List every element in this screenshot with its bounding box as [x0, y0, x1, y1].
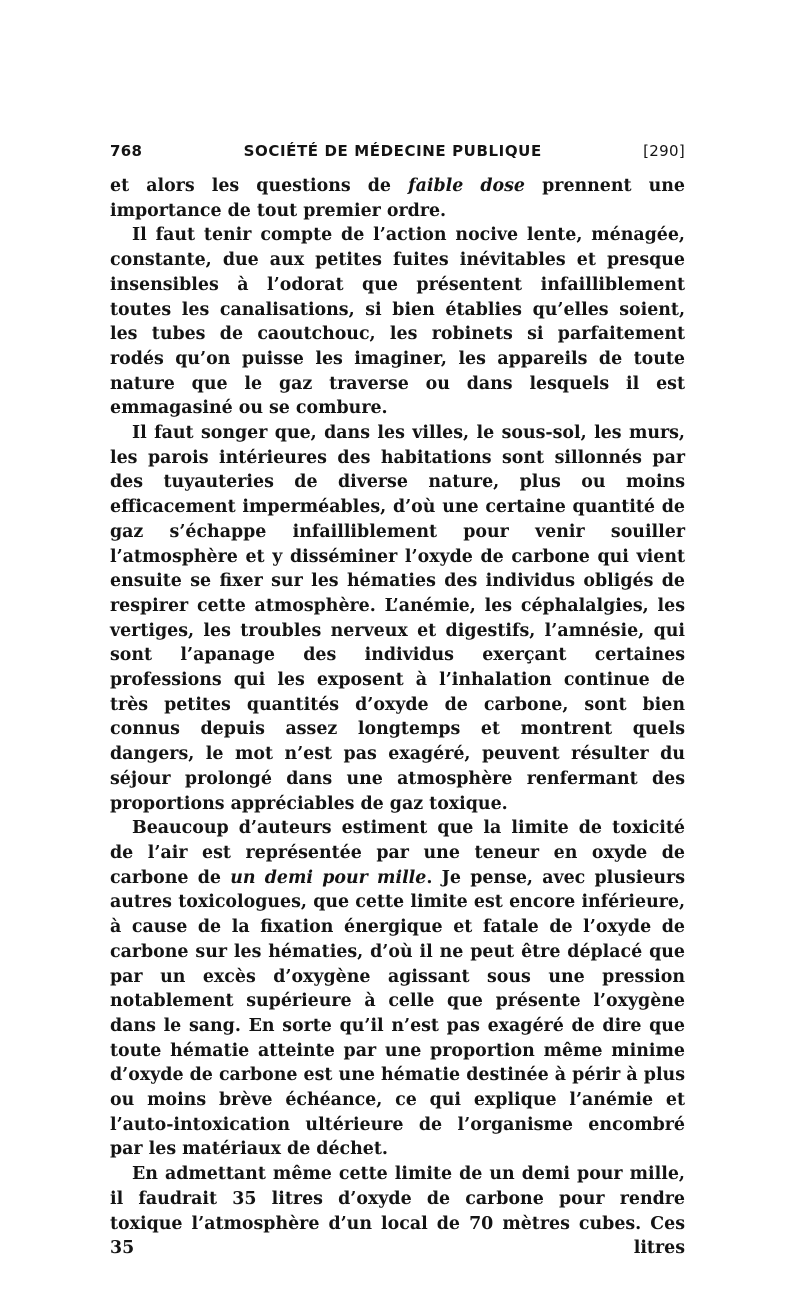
running-header: [110, 142, 685, 160]
paragraph: En admettant même cette limite de un demi pour mille, il faudrait 35 litres d’oxyde de carbone pour rendre toxique l’atmosphère d’un local de 70 mètres cubes. Ces 35 litres: [110, 1164, 685, 1259]
paragraph: Il faut songer que, dans les villes, le sous-sol, les murs, les parois intérieures des habitations sont sillonnés par des tuyauteries de diverse nature, plus ou moins efficacement imperméables, d’où une certaine quantité de gaz s’échappe infailliblement pour venir souiller l’atmosphère et y disséminer l’oxyde de carbone qui vient ensuite se fixer sur les hématies des individus obligés de respirer cette atmosphère. L’anémie, les céphalalgies, les vertiges, les troubles nerveux et digestifs, l’amnésie, qui sont l’apanage des individus exerçant certaines professions qui les exposent à l’inhalation continue de très petites quantités d’oxyde de carbone, sont bien connus depuis assez longtemps et montrent quels dangers, le mot n’est pas exagéré, peuvent résulter du séjour prolongé dans une atmosphère renfermant des proportions appréciables de gaz toxique.: [110, 423, 685, 814]
book-page: [110, 142, 685, 1261]
emphasis: un demi pour mille: [230, 867, 427, 888]
page-number: 768: [110, 142, 143, 160]
paragraph-text: et alors les questions de: [110, 176, 409, 196]
paragraph: Il faut tenir compte de l’action nocive lente, ménagée, constante, due aux petites fuites inévitables et presque insensibles à l’odorat que présentent infailliblement toutes les canalisations, si bien établies qu’elles soient, les tubes de caoutchouc, les robinets si parfaitement rodés qu’on puisse les imaginer, les appareils de toute nature que le gaz traverse ou dans lesquels il est emmagasiné ou se combure.: [110, 225, 685, 419]
paragraph-text: Beaucoup d’auteurs estiment que la limite de toxicité de l’air est représentée par une teneur en oxyde de carbone de: [110, 818, 685, 888]
running-title: SOCIÉTÉ DE MÉDECINE PUBLIQUE: [243, 142, 542, 160]
paragraph: [110, 816, 685, 1162]
body-text: [110, 174, 685, 1261]
emphasis: faible dose: [408, 176, 526, 196]
paragraph-continued: [110, 174, 685, 223]
bracket-page-number: [290]: [643, 142, 685, 160]
paragraph-text: . Je pense, avec plusieurs autres toxicologues, que cette limite est encore inférieure, à cause de la fixation énergique et fatale de l’oxyde de carbone sur les hématies, d’où il ne peut être déplacé que par un excès d’oxygène agissant sous une pression notablement supérieure à celle que présente l’oxygène dans le sang. En sorte qu’il n’est pas exagéré de dire que toute hématie atteinte par une proportion même minime d’oxyde de carbone est une hématie destinée à périr à plus ou moins brève échéance, ce qui explique l’anémie et l’auto-intoxication ultérieure de l’organisme encombré par les matériaux de déchet.: [110, 867, 685, 1160]
paragraph-text: prennent une importance de tout premier ordre.: [110, 176, 685, 221]
